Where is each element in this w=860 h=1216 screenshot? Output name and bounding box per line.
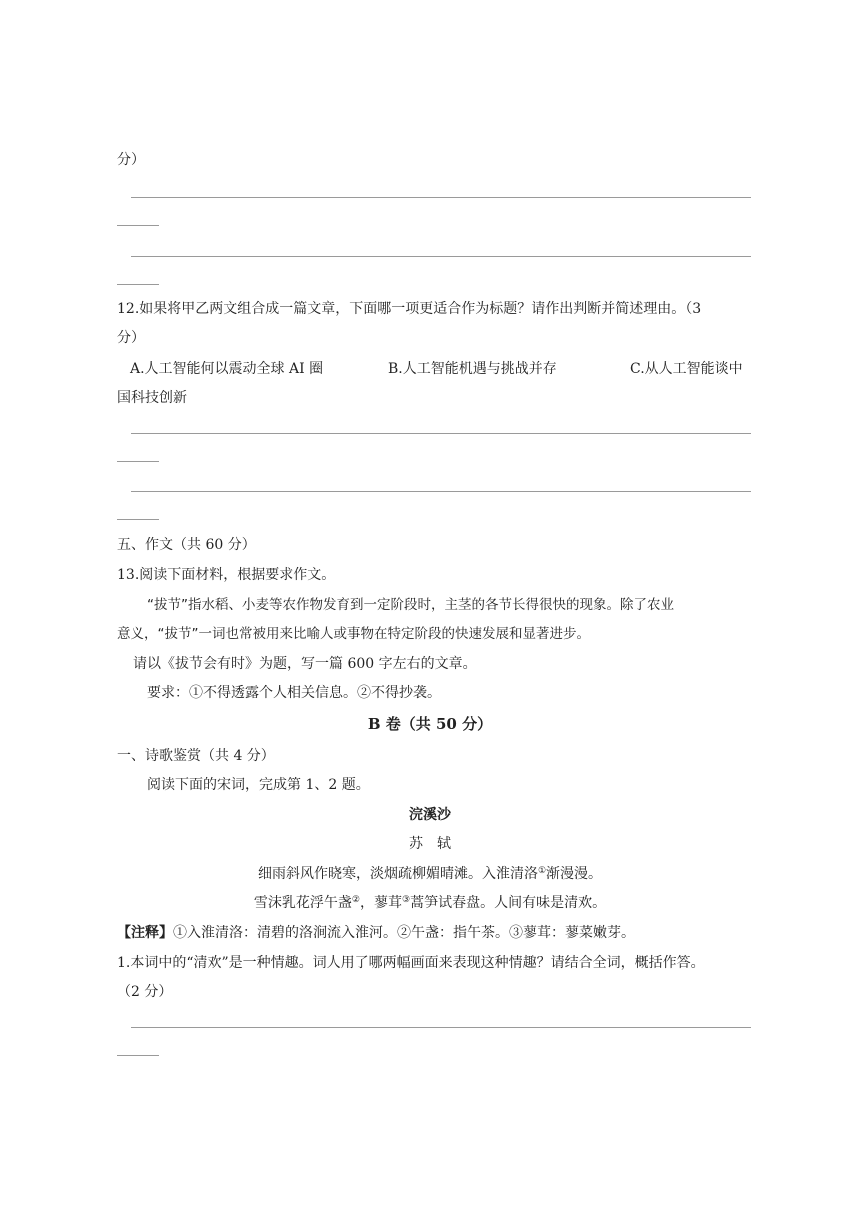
question-12-option-b: B.人工智能机遇与挑战并存 (388, 361, 557, 377)
answer-line-tail (117, 461, 159, 462)
section-5-heading: 五、作文（共 60 分） (117, 537, 256, 553)
answer-line (131, 433, 751, 434)
answer-line-tail (117, 1055, 159, 1056)
question-12-prompt-cont: 分） (117, 330, 145, 346)
question-1-prompt-cont: （2 分） (117, 984, 173, 1000)
question-12-option-c-cont: 国科技创新 (117, 390, 187, 406)
poem-author: 苏 轼 (409, 836, 451, 852)
answer-line-tail (117, 519, 159, 520)
poem-title: 浣溪沙 (409, 807, 451, 823)
essay-instruction: 请以《拔节会有时》为题，写一篇 600 字左右的文章。 (133, 656, 477, 672)
notes-label: 【注释】 (117, 925, 173, 941)
answer-line (131, 197, 751, 198)
question-1-prompt: 1.本词中的“清欢”是一种情趣。词人用了哪两幅画面来表现这种情趣？请结合全词，概括作答。 (117, 955, 705, 971)
footnote-marker: ② (351, 895, 360, 905)
poem-line-2-text-a: 雪沫乳花浮午盏 (253, 895, 352, 911)
poem-line-1-text-b: 渐漫漫。 (546, 866, 603, 882)
question-12-prompt: 12.如果将甲乙两文组合成一篇文章，下面哪一项更适合作为标题？请作出判断并简述理由。（3 (117, 301, 702, 317)
essay-requirements: 要求：①不得透露个人相关信息。②不得抄袭。 (147, 685, 441, 701)
poem-notes (117, 923, 635, 943)
material-line-1: “拔节”指水稻、小麦等农作物发育到一定阶段时，主茎的各节长得很快的现象。除了农业 (147, 597, 674, 613)
answer-line (131, 256, 751, 257)
answer-line (131, 491, 751, 492)
question-13-prompt: 13.阅读下面材料，根据要求作文。 (117, 567, 336, 583)
answer-line (131, 1027, 751, 1028)
volume-b-title: B 卷（共 50 分） (367, 715, 493, 733)
section-1-heading: 一、诗歌鉴赏（共 4 分） (117, 748, 275, 764)
footnote-marker: ③ (402, 895, 411, 905)
question-12-option-a: A.人工智能何以震动全球 AI 圈 (130, 361, 324, 377)
answer-line-tail (117, 284, 159, 285)
poem-line-1 (0, 864, 860, 884)
poem-line-1-text-a: 细雨斜风作晓寒，淡烟疏柳媚晴滩。入淮清洛 (257, 866, 538, 882)
answer-line-tail (117, 225, 159, 226)
poem-line-2-text-b: ，蓼茸 (360, 895, 402, 911)
material-line-2: 意义，“拔节”一词也常被用来比喻人或事物在特定阶段的快速发展和显著进步。 (117, 626, 590, 642)
poem-line-2 (0, 893, 860, 913)
poem-line-2-text-c: 蒿笋试春盘。人间有味是清欢。 (410, 895, 607, 911)
footnote-marker: ① (537, 866, 547, 876)
poem-intro: 阅读下面的宋词，完成第 1、2 题。 (147, 777, 370, 793)
question-12-option-c: C.从人工智能谈中 (630, 361, 743, 377)
notes-text: ①入淮清洛：清碧的洛涧流入淮河。②午盏：指午茶。③蓼茸：蓼菜嫩芽。 (173, 925, 635, 941)
question-score-continuation: 分） (117, 152, 145, 168)
